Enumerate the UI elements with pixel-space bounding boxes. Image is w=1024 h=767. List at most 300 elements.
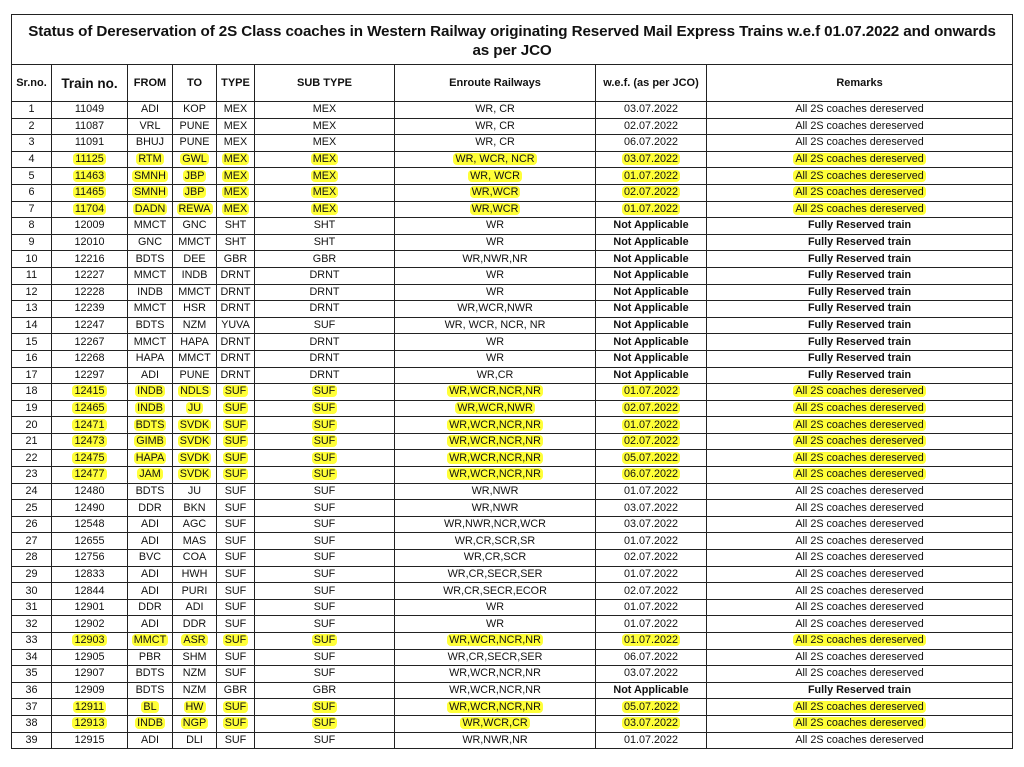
wef-cell (596, 102, 707, 119)
sub-type-cell (255, 334, 395, 351)
enroute-railways-text: WR,CR,SCR,SR (454, 534, 536, 547)
remarks-text: All 2S coaches dereserved (795, 650, 924, 663)
sub-type-cell (255, 699, 395, 716)
train-no-text: 12465 (74, 401, 105, 414)
table-row (12, 267, 1013, 284)
sr-no-cell (12, 616, 52, 633)
enroute-railways-text: WR (486, 236, 504, 249)
train-no-text: 12297 (74, 368, 105, 381)
type-text: MEX (223, 202, 248, 215)
wef-text: 03.07.2022 (623, 717, 679, 730)
enroute-railways-text: WR,NWR,NR (462, 252, 528, 265)
wef-cell (596, 234, 707, 251)
train-no-text: 12901 (74, 601, 105, 614)
remarks-cell (707, 500, 1013, 517)
table-row (12, 433, 1013, 450)
remarks-cell (707, 533, 1013, 550)
from-cell (128, 234, 173, 251)
table-row (12, 201, 1013, 218)
enroute-railways-text: WR,WCR,NCR,NR (449, 418, 541, 431)
dereservation-document (11, 14, 1012, 749)
wef-text: Not Applicable (613, 302, 689, 315)
remarks-text: Fully Reserved train (807, 285, 912, 298)
wef-text: Not Applicable (613, 352, 689, 365)
train-no-text: 12756 (74, 551, 105, 564)
remarks-cell (707, 102, 1013, 119)
enroute-railways-cell (395, 550, 596, 567)
table-row (12, 467, 1013, 484)
to-text: PUNE (179, 119, 210, 132)
type-cell (217, 201, 255, 218)
type-cell (217, 102, 255, 119)
enroute-railways-cell (395, 168, 596, 185)
sub-type-cell (255, 367, 395, 384)
sr-no-cell (12, 500, 52, 517)
from-cell (128, 583, 173, 600)
wef-cell (596, 218, 707, 235)
table-row (12, 516, 1013, 533)
sr-no-cell (12, 599, 52, 616)
from-cell (128, 384, 173, 401)
sr-no-cell (12, 417, 52, 434)
from-text: DDR (138, 601, 162, 614)
wef-cell (596, 433, 707, 450)
to-text: NDLS (180, 385, 209, 398)
to-cell (173, 118, 217, 135)
sr-no-text: 32 (25, 617, 38, 630)
train-no-text: 12655 (74, 534, 105, 547)
table-row (12, 417, 1013, 434)
train-no-cell (52, 732, 128, 749)
to-text: COA (182, 551, 207, 564)
sub-type-text: SUF (313, 468, 336, 481)
sr-no-text: 33 (25, 634, 38, 647)
enroute-railways-text: WR,WCR,NCR,NR (449, 385, 541, 398)
table-row (12, 317, 1013, 334)
enroute-railways-cell (395, 483, 596, 500)
from-text: RTM (138, 153, 162, 166)
remarks-cell (707, 433, 1013, 450)
to-cell (173, 516, 217, 533)
wef-text: 03.07.2022 (623, 501, 679, 514)
table-row (12, 616, 1013, 633)
sub-type-cell (255, 599, 395, 616)
from-cell (128, 599, 173, 616)
from-text: ADI (141, 534, 159, 547)
from-text: INDB (137, 385, 163, 398)
enroute-railways-text: WR,NWR (471, 484, 519, 497)
wef-text: 03.07.2022 (623, 103, 679, 116)
from-text: MMCT (133, 219, 167, 232)
sr-no-text: 5 (28, 169, 35, 182)
enroute-railways-cell (395, 384, 596, 401)
sub-type-cell (255, 417, 395, 434)
train-no-text: 12907 (74, 667, 105, 680)
table-row (12, 284, 1013, 301)
sub-type-cell (255, 450, 395, 467)
enroute-railways-cell (395, 350, 596, 367)
header-from: FROM (128, 65, 173, 102)
enroute-railways-cell (395, 732, 596, 749)
train-no-cell (52, 433, 128, 450)
wef-text: 02.07.2022 (623, 551, 679, 564)
wef-text: 01.07.2022 (623, 733, 679, 746)
from-cell (128, 715, 173, 732)
train-no-text: 12227 (74, 269, 105, 282)
sr-no-text: 2 (28, 119, 35, 132)
train-no-text: 11087 (74, 119, 105, 132)
to-cell (173, 633, 217, 650)
type-text: SUF (224, 617, 247, 630)
to-cell (173, 218, 217, 235)
enroute-railways-cell (395, 284, 596, 301)
type-cell (217, 450, 255, 467)
train-no-cell (52, 234, 128, 251)
sr-no-cell (12, 168, 52, 185)
remarks-text: All 2S coaches dereserved (795, 385, 924, 398)
train-no-cell (52, 616, 128, 633)
type-text: MEX (223, 153, 248, 166)
to-text: INDB (181, 269, 208, 282)
train-no-cell (52, 599, 128, 616)
to-text: MAS (182, 534, 207, 547)
wef-cell (596, 317, 707, 334)
to-cell (173, 267, 217, 284)
type-cell (217, 135, 255, 152)
sr-no-cell (12, 184, 52, 201)
from-cell (128, 334, 173, 351)
train-no-cell (52, 284, 128, 301)
to-text: NZM (182, 319, 207, 332)
from-cell (128, 649, 173, 666)
from-cell (128, 533, 173, 550)
train-no-text: 12477 (74, 468, 105, 481)
wef-cell (596, 334, 707, 351)
sub-type-cell (255, 317, 395, 334)
remarks-cell (707, 450, 1013, 467)
remarks-cell (707, 599, 1013, 616)
train-no-text: 12475 (74, 451, 105, 464)
enroute-railways-cell (395, 500, 596, 517)
train-no-cell (52, 550, 128, 567)
enroute-railways-text: WR,WCR,NCR,NR (449, 700, 541, 713)
remarks-text: All 2S coaches dereserved (795, 567, 924, 580)
enroute-railways-cell (395, 682, 596, 699)
remarks-cell (707, 583, 1013, 600)
wef-cell (596, 616, 707, 633)
train-no-text: 12009 (74, 219, 105, 232)
type-text: GBR (223, 684, 248, 697)
table-row (12, 135, 1013, 152)
header-enroute-railways: Enroute Railways (395, 65, 596, 102)
remarks-text: All 2S coaches dereserved (795, 136, 924, 149)
type-text: DRNT (220, 285, 251, 298)
train-no-cell (52, 682, 128, 699)
type-cell (217, 666, 255, 683)
remarks-text: All 2S coaches dereserved (795, 186, 924, 199)
type-cell (217, 184, 255, 201)
enroute-railways-cell (395, 467, 596, 484)
train-no-cell (52, 135, 128, 152)
wef-cell (596, 533, 707, 550)
sr-no-text: 25 (25, 501, 38, 514)
from-text: ADI (141, 567, 159, 580)
table-row (12, 102, 1013, 119)
remarks-text: Fully Reserved train (807, 269, 912, 282)
enroute-railways-text: WR,CR,SECR,ECOR (443, 584, 547, 597)
train-no-cell (52, 500, 128, 517)
train-no-cell (52, 350, 128, 367)
from-cell (128, 550, 173, 567)
sr-no-cell (12, 682, 52, 699)
table-row (12, 301, 1013, 318)
sr-no-text: 35 (25, 667, 38, 680)
table-row (12, 649, 1013, 666)
sub-type-cell (255, 234, 395, 251)
sr-no-cell (12, 334, 52, 351)
remarks-text: All 2S coaches dereserved (795, 601, 924, 614)
from-cell (128, 301, 173, 318)
sub-type-text: SUF (313, 601, 336, 614)
train-no-text: 12268 (74, 352, 105, 365)
type-text: YUVA (221, 319, 250, 332)
to-cell (173, 135, 217, 152)
from-text: GIMB (136, 435, 164, 448)
header-wef: w.e.f. (as per JCO) (596, 65, 707, 102)
from-text: MMCT (133, 634, 167, 647)
table-row (12, 151, 1013, 168)
remarks-text: All 2S coaches dereserved (795, 518, 924, 531)
to-text: HWH (181, 567, 208, 580)
wef-text: Not Applicable (613, 252, 689, 265)
table-row (12, 218, 1013, 235)
wef-text: 06.07.2022 (623, 468, 679, 481)
wef-text: 02.07.2022 (623, 435, 679, 448)
remarks-text: All 2S coaches dereserved (795, 119, 924, 132)
sr-no-text: 29 (25, 567, 38, 580)
wef-cell (596, 417, 707, 434)
remarks-text: All 2S coaches dereserved (795, 700, 924, 713)
from-cell (128, 201, 173, 218)
type-cell (217, 234, 255, 251)
sr-no-cell (12, 135, 52, 152)
type-text: SUF (224, 551, 247, 564)
sr-no-text: 38 (25, 717, 38, 730)
sub-type-text: DRNT (309, 335, 340, 348)
sr-no-cell (12, 350, 52, 367)
type-text: DRNT (220, 335, 251, 348)
to-cell (173, 102, 217, 119)
to-cell (173, 334, 217, 351)
sr-no-cell (12, 699, 52, 716)
from-cell (128, 732, 173, 749)
remarks-cell (707, 350, 1013, 367)
from-text: MMCT (133, 269, 167, 282)
table-row (12, 184, 1013, 201)
enroute-railways-cell (395, 151, 596, 168)
type-text: SUF (224, 518, 247, 531)
remarks-cell (707, 715, 1013, 732)
from-text: DADN (134, 202, 166, 215)
from-cell (128, 417, 173, 434)
sub-type-text: SUF (313, 501, 336, 514)
enroute-railways-text: WR,WCR,NCR,NR (449, 451, 541, 464)
wef-text: 05.07.2022 (623, 700, 679, 713)
sub-type-text: SUF (313, 584, 336, 597)
type-text: SUF (224, 650, 247, 663)
table-row (12, 666, 1013, 683)
type-text: SUF (224, 501, 247, 514)
remarks-cell (707, 550, 1013, 567)
to-cell (173, 284, 217, 301)
wef-cell (596, 566, 707, 583)
from-text: HAPA (135, 451, 165, 464)
enroute-railways-cell (395, 334, 596, 351)
train-no-text: 12905 (74, 650, 105, 663)
sub-type-text: MEX (312, 169, 337, 182)
type-text: SUF (224, 700, 247, 713)
enroute-railways-cell (395, 317, 596, 334)
sub-type-cell (255, 732, 395, 749)
remarks-text: Fully Reserved train (807, 352, 912, 365)
enroute-railways-text: WR, CR (475, 119, 515, 132)
train-no-cell (52, 649, 128, 666)
to-text: DLI (186, 733, 203, 746)
to-text: JBP (184, 186, 205, 199)
sub-type-text: SHT (313, 219, 336, 232)
wef-cell (596, 682, 707, 699)
to-cell (173, 649, 217, 666)
to-text: PUNE (179, 368, 210, 381)
sub-type-text: SUF (313, 650, 336, 663)
sr-no-text: 24 (25, 484, 38, 497)
type-text: MEX (223, 136, 248, 149)
to-cell (173, 417, 217, 434)
table-row (12, 699, 1013, 716)
dereservation-table (11, 14, 1013, 749)
wef-text: 05.07.2022 (623, 451, 679, 464)
remarks-cell (707, 184, 1013, 201)
type-cell (217, 599, 255, 616)
sub-type-cell (255, 583, 395, 600)
wef-text: 03.07.2022 (623, 518, 679, 531)
enroute-railways-text: WR,WCR,NCR,NR (449, 468, 541, 481)
enroute-railways-cell (395, 267, 596, 284)
sub-type-cell (255, 184, 395, 201)
remarks-cell (707, 467, 1013, 484)
from-cell (128, 184, 173, 201)
train-no-cell (52, 666, 128, 683)
train-no-text: 12915 (74, 733, 105, 746)
sub-type-cell (255, 251, 395, 268)
from-text: MMCT (133, 335, 167, 348)
wef-text: 02.07.2022 (623, 401, 679, 414)
enroute-railways-cell (395, 633, 596, 650)
type-text: SHT (224, 219, 247, 232)
to-text: HSR (183, 302, 206, 315)
train-no-text: 12480 (74, 484, 105, 497)
wef-cell (596, 184, 707, 201)
type-text: DRNT (220, 302, 251, 315)
sub-type-cell (255, 267, 395, 284)
to-text: SHM (182, 650, 207, 663)
table-row (12, 251, 1013, 268)
remarks-cell (707, 666, 1013, 683)
type-cell (217, 384, 255, 401)
type-text: DRNT (220, 352, 251, 365)
to-cell (173, 699, 217, 716)
table-row (12, 566, 1013, 583)
train-no-cell (52, 450, 128, 467)
type-text: SUF (224, 484, 247, 497)
enroute-railways-text: WR,WCR,NWR (457, 401, 533, 414)
to-text: JU (187, 401, 202, 414)
to-text: AGC (182, 518, 207, 531)
remarks-text: All 2S coaches dereserved (795, 501, 924, 514)
sr-no-cell (12, 433, 52, 450)
to-text: JBP (184, 169, 205, 182)
to-cell (173, 450, 217, 467)
sr-no-text: 6 (28, 186, 35, 199)
sub-type-text: DRNT (309, 368, 340, 381)
train-no-text: 12548 (74, 518, 105, 531)
remarks-text: Fully Reserved train (807, 302, 912, 315)
wef-text: 01.07.2022 (623, 534, 679, 547)
sr-no-cell (12, 649, 52, 666)
train-no-text: 12228 (74, 285, 105, 298)
type-text: SHT (224, 236, 247, 249)
enroute-railways-text: WR,CR,SCR (463, 551, 527, 564)
remarks-text: Fully Reserved train (807, 252, 912, 265)
remarks-cell (707, 201, 1013, 218)
type-text: SUF (224, 534, 247, 547)
wef-cell (596, 367, 707, 384)
type-text: GBR (223, 252, 248, 265)
from-cell (128, 317, 173, 334)
type-text: SUF (224, 584, 247, 597)
to-text: MMCT (178, 352, 211, 365)
sub-type-text: SUF (313, 319, 336, 332)
table-row (12, 118, 1013, 135)
train-no-cell (52, 583, 128, 600)
from-text: ADI (141, 733, 159, 746)
sr-no-cell (12, 483, 52, 500)
enroute-railways-text: WR (486, 335, 504, 348)
wef-cell (596, 267, 707, 284)
enroute-railways-cell (395, 201, 596, 218)
wef-text: 06.07.2022 (623, 650, 679, 663)
sub-type-cell (255, 533, 395, 550)
to-cell (173, 599, 217, 616)
sr-no-text: 12 (25, 285, 38, 298)
wef-text: Not Applicable (613, 684, 689, 697)
enroute-railways-cell (395, 417, 596, 434)
from-cell (128, 483, 173, 500)
to-cell (173, 433, 217, 450)
sr-no-text: 4 (28, 153, 35, 166)
remarks-text: All 2S coaches dereserved (795, 435, 924, 448)
to-cell (173, 184, 217, 201)
sr-no-cell (12, 384, 52, 401)
from-text: BL (143, 700, 157, 713)
to-text: HW (185, 700, 204, 713)
sub-type-text: SUF (313, 551, 336, 564)
from-text: DDR (138, 501, 162, 514)
sr-no-text: 27 (25, 534, 38, 547)
remarks-text: Fully Reserved train (807, 335, 912, 348)
type-text: MEX (223, 103, 248, 116)
train-no-cell (52, 267, 128, 284)
